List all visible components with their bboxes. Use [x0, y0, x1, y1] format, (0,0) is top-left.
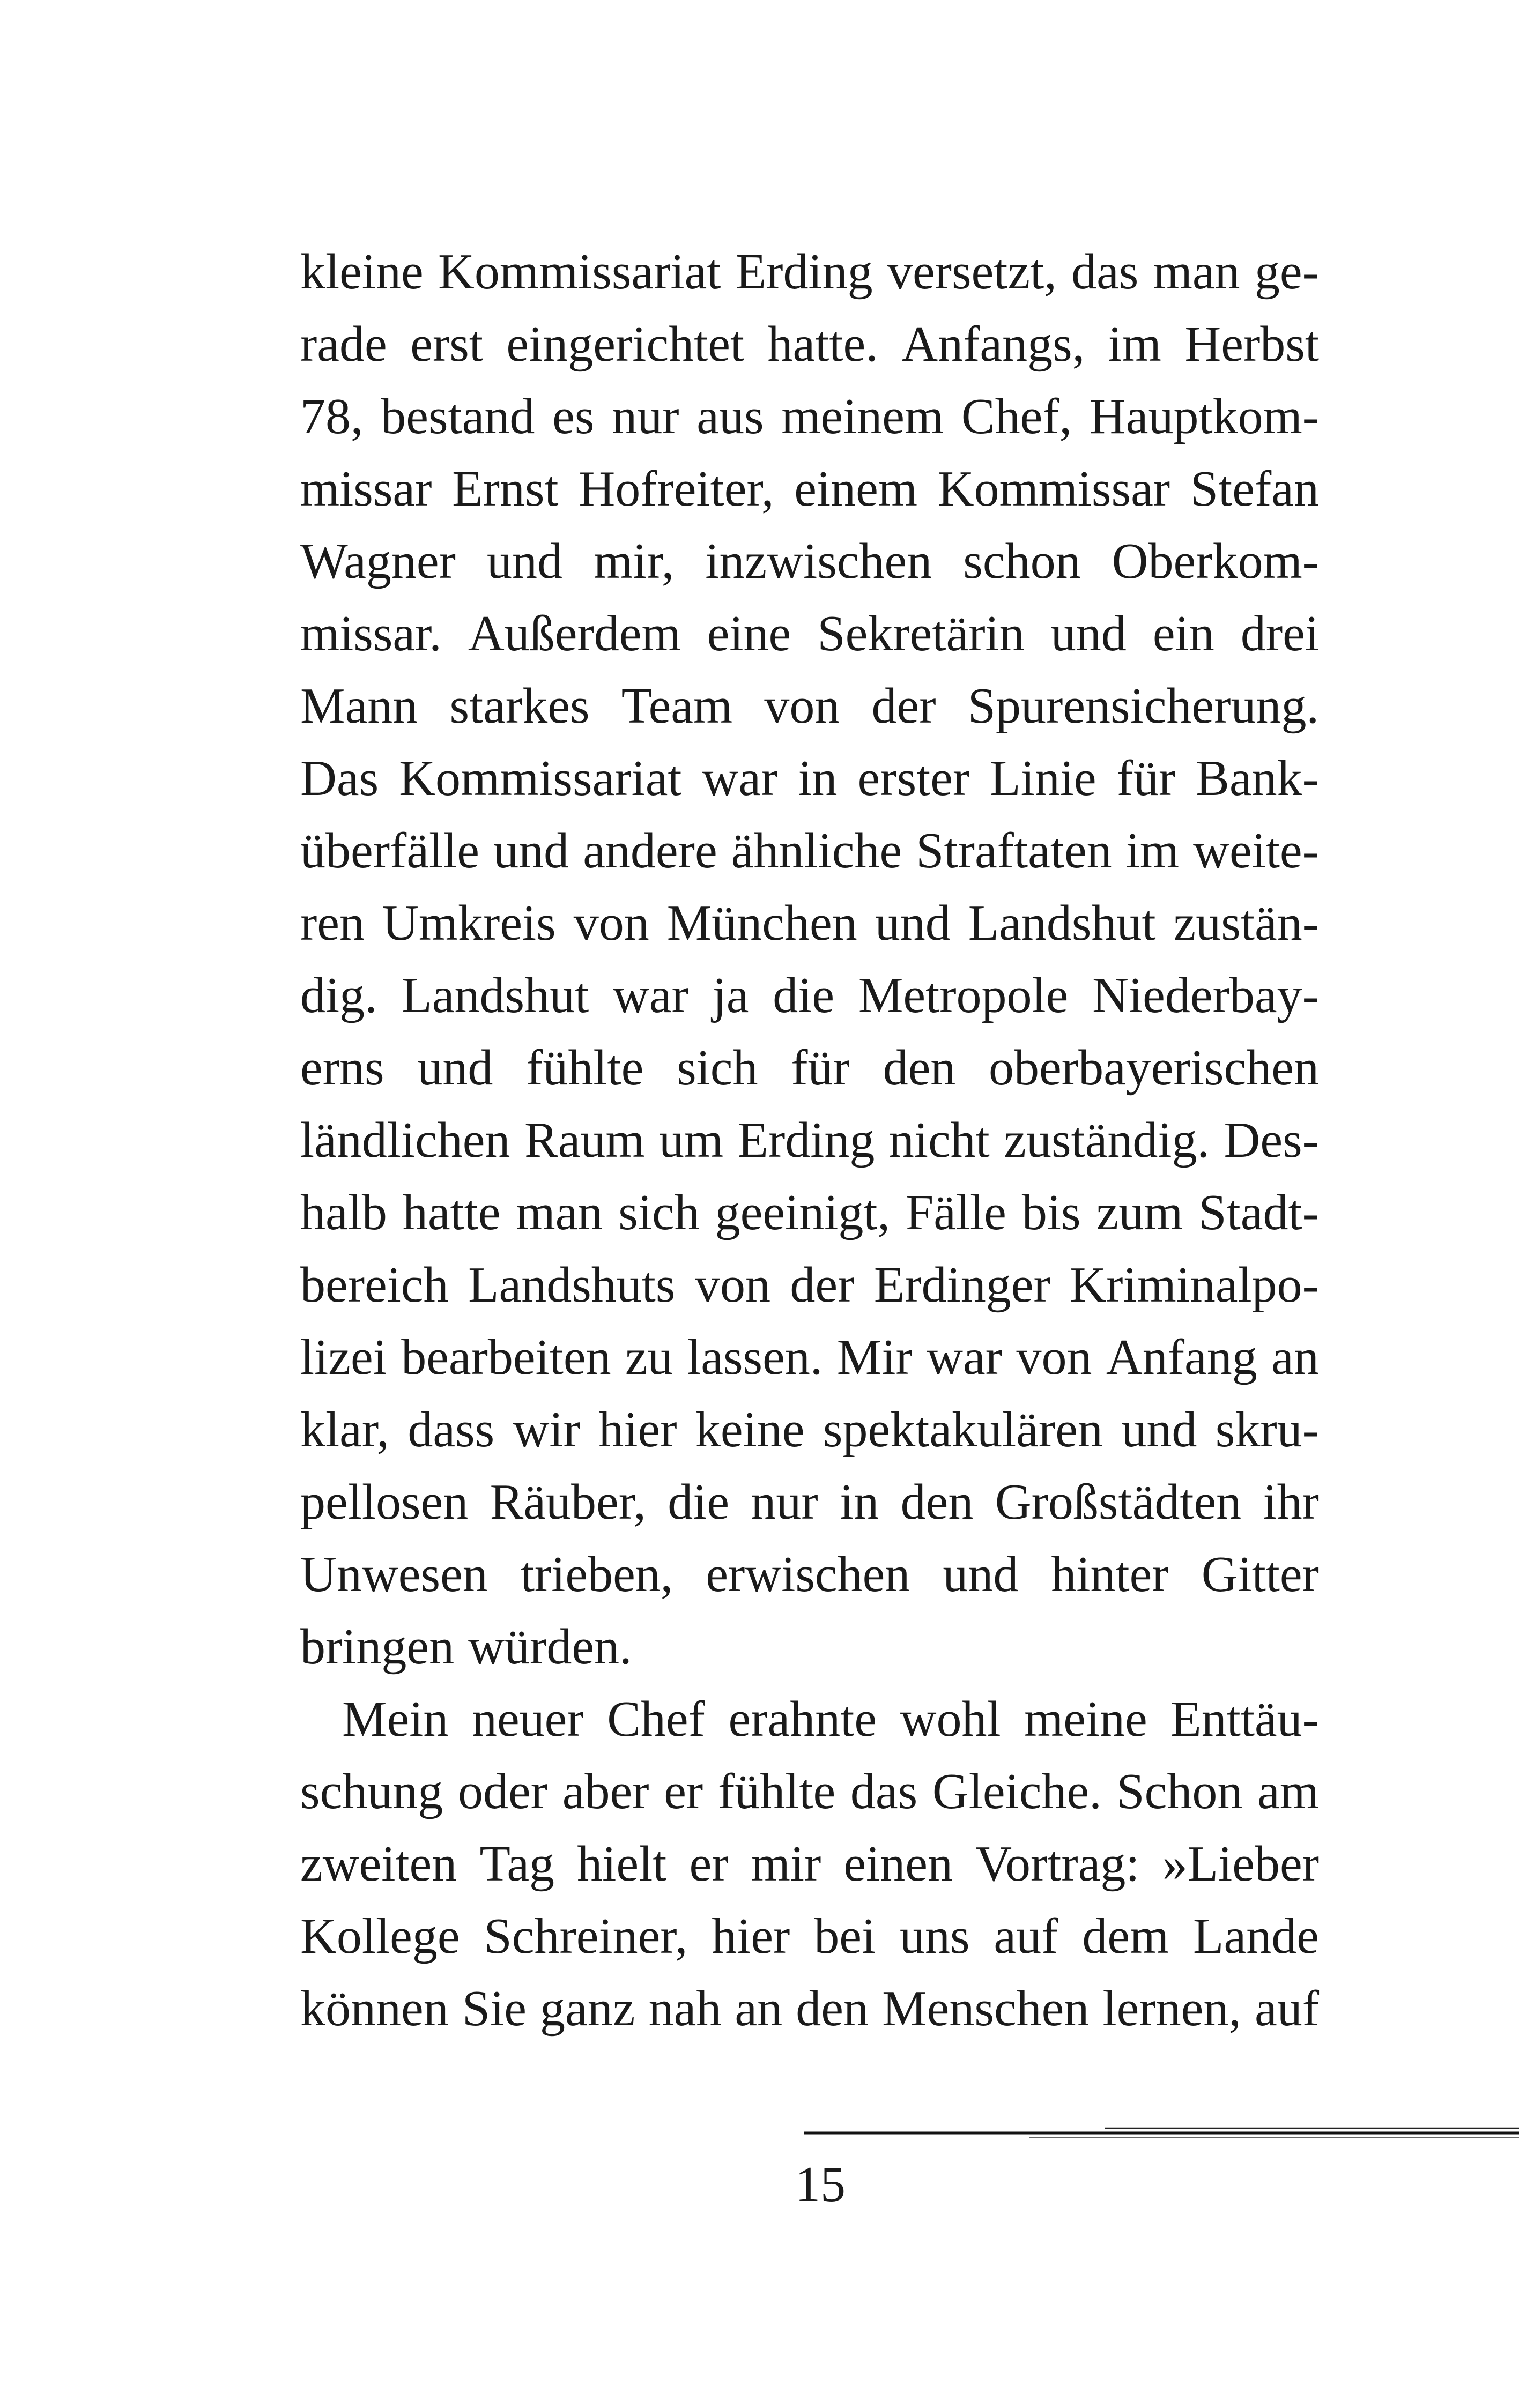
- word: fühlte: [526, 1040, 644, 1096]
- word: zweiten: [300, 1836, 457, 1892]
- word: München: [666, 895, 857, 951]
- word: 78,: [300, 389, 364, 444]
- text-line: [300, 1611, 1319, 1683]
- word: Kommissariat: [399, 750, 682, 806]
- word: von: [764, 678, 840, 734]
- text-line: [300, 598, 1319, 670]
- word: Team: [621, 678, 733, 734]
- word: wir: [513, 1402, 580, 1458]
- word: schon: [963, 533, 1081, 589]
- page-number: 15: [795, 2157, 846, 2212]
- word: Anfang: [1106, 1329, 1257, 1385]
- word: pellosen: [300, 1474, 469, 1530]
- word: an: [735, 1981, 783, 2037]
- word: im: [1108, 316, 1161, 372]
- word: eine: [707, 606, 791, 662]
- text-line: [300, 670, 1319, 742]
- word: »Lieber: [1162, 1836, 1319, 1892]
- word: und: [875, 895, 951, 951]
- text-line: [300, 1177, 1319, 1249]
- word: Linie: [990, 750, 1096, 806]
- word: neuer: [471, 1691, 584, 1747]
- word: inzwischen: [705, 533, 932, 589]
- word: Kollege: [300, 1908, 460, 1964]
- word: kleine: [300, 244, 424, 300]
- word: von: [573, 895, 649, 951]
- word: Mann: [300, 678, 418, 734]
- word: Enttäu-: [1170, 1691, 1319, 1747]
- word: erst: [410, 316, 483, 372]
- word: Gleiche.: [932, 1764, 1102, 1819]
- word: Umkreis: [382, 895, 556, 951]
- word: würden.: [468, 1619, 632, 1675]
- word: Kommissariat: [438, 244, 721, 300]
- word: Schreiner,: [484, 1908, 688, 1964]
- word: Vortrag:: [975, 1836, 1140, 1892]
- word: weite-: [1193, 823, 1319, 879]
- word: oder: [458, 1764, 548, 1819]
- word: war: [927, 1329, 1003, 1385]
- text-line: [300, 1539, 1319, 1611]
- word: Räuber,: [490, 1474, 646, 1530]
- word: Kriminalpo-: [1070, 1257, 1319, 1313]
- word: am: [1257, 1764, 1319, 1819]
- word: uns: [899, 1908, 970, 1964]
- text-line: [300, 453, 1319, 525]
- word: im: [1125, 823, 1179, 879]
- word: einen: [843, 1836, 953, 1892]
- word: die: [668, 1474, 730, 1530]
- word: Anfangs,: [901, 316, 1085, 372]
- word: Schon: [1116, 1764, 1243, 1819]
- word: mir: [751, 1836, 821, 1892]
- word: um: [658, 1112, 724, 1168]
- word: hatte: [402, 1185, 501, 1240]
- word: trieben,: [520, 1547, 673, 1602]
- text-line: [300, 960, 1319, 1032]
- word: wohl: [900, 1691, 1001, 1747]
- word: dig.: [300, 968, 377, 1023]
- word: fühlte: [717, 1764, 836, 1819]
- text-line: [300, 1973, 1319, 2045]
- word: Menschen: [882, 1981, 1090, 2037]
- word: ge-: [1254, 244, 1319, 300]
- word: ganz: [540, 1981, 635, 2037]
- text-line: [300, 1321, 1319, 1394]
- word: nah: [648, 1981, 722, 2037]
- text-line: [300, 1249, 1319, 1321]
- word: Stefan: [1190, 461, 1319, 517]
- word: für: [1116, 750, 1176, 806]
- word: zuständig.: [1004, 1112, 1210, 1168]
- text-line: [300, 308, 1319, 381]
- word: ren: [300, 895, 365, 951]
- word: und: [943, 1547, 1019, 1602]
- word: zum: [1096, 1185, 1183, 1240]
- word: bei: [814, 1908, 876, 1964]
- word: Unwesen: [300, 1547, 488, 1602]
- text-line: [300, 742, 1319, 815]
- word: lernen,: [1102, 1981, 1241, 2037]
- word: den: [900, 1474, 974, 1530]
- word: hier: [598, 1402, 677, 1458]
- body-text: [300, 236, 1319, 2045]
- text-line: [300, 1900, 1319, 1973]
- word: den: [883, 1040, 956, 1096]
- word: Landshut: [401, 968, 589, 1023]
- word: Sie: [462, 1981, 527, 2037]
- word: er: [689, 1836, 729, 1892]
- text-line: [300, 1032, 1319, 1104]
- footer-rule: [804, 2125, 1519, 2141]
- text-line: [300, 1104, 1319, 1177]
- word: Wagner: [300, 533, 456, 589]
- word: skru-: [1215, 1402, 1319, 1458]
- word: Sekretärin: [817, 606, 1025, 662]
- word: Landshuts: [468, 1257, 676, 1313]
- word: halb: [300, 1185, 387, 1240]
- word: rade: [300, 316, 387, 372]
- text-line: [300, 1466, 1319, 1539]
- word: meine: [1024, 1691, 1147, 1747]
- word: nur: [751, 1474, 818, 1530]
- word: missar.: [300, 606, 442, 662]
- word: schung: [300, 1764, 443, 1819]
- word: Herbst: [1184, 316, 1319, 372]
- text-line: [300, 1756, 1319, 1828]
- text-line: [300, 1683, 1319, 1756]
- word: hinter: [1051, 1547, 1169, 1602]
- word: aber: [562, 1764, 649, 1819]
- word: starkes: [449, 678, 590, 734]
- text-line: [300, 815, 1319, 887]
- text-line: [300, 1828, 1319, 1900]
- word: Lande: [1193, 1908, 1319, 1964]
- word: Niederbay-: [1092, 968, 1319, 1023]
- word: Hofreiter,: [579, 461, 774, 517]
- word: überfälle: [300, 823, 480, 879]
- word: geeinigt,: [715, 1185, 890, 1240]
- word: das: [1071, 244, 1139, 300]
- word: man: [516, 1185, 603, 1240]
- word: Erding: [737, 1112, 875, 1168]
- word: auf: [994, 1908, 1058, 1964]
- word: aus: [696, 389, 764, 444]
- word: Erdinger: [873, 1257, 1050, 1313]
- word: Stadt-: [1198, 1185, 1319, 1240]
- word: Großstädten: [995, 1474, 1242, 1530]
- word: der: [790, 1257, 855, 1313]
- text-line: [300, 1394, 1319, 1466]
- word: es: [552, 389, 595, 444]
- word: erns: [300, 1040, 384, 1096]
- word: Oberkom-: [1112, 533, 1319, 589]
- word: Gitter: [1201, 1547, 1319, 1602]
- word: erahnte: [728, 1691, 877, 1747]
- word: hielt: [577, 1836, 667, 1892]
- word: auf: [1254, 1981, 1319, 2037]
- word: Spurensicherung.: [967, 678, 1319, 734]
- word: zustän-: [1173, 895, 1319, 951]
- word: Fälle: [905, 1185, 1006, 1240]
- text-line: [300, 236, 1319, 308]
- word: Außerdem: [468, 606, 681, 662]
- word: und: [417, 1040, 493, 1096]
- word: der: [871, 678, 936, 734]
- word: ihr: [1263, 1474, 1319, 1530]
- word: sich: [618, 1185, 700, 1240]
- word: Tag: [479, 1836, 555, 1892]
- word: versetzt,: [887, 244, 1057, 300]
- word: bearbeiten: [401, 1329, 611, 1385]
- word: können: [300, 1981, 449, 2037]
- word: Chef,: [961, 389, 1072, 444]
- word: keine: [695, 1402, 805, 1458]
- word: Bank-: [1196, 750, 1319, 806]
- word: klar,: [300, 1402, 389, 1458]
- word: für: [791, 1040, 850, 1096]
- word: hier: [712, 1908, 790, 1964]
- word: lassen.: [687, 1329, 823, 1385]
- word: das: [850, 1764, 918, 1819]
- word: missar: [300, 461, 432, 517]
- text-line: [300, 525, 1319, 598]
- word: sich: [677, 1040, 758, 1096]
- word: er: [664, 1764, 703, 1819]
- word: Erding: [735, 244, 873, 300]
- word: bereich: [300, 1257, 449, 1313]
- word: und: [1121, 1402, 1197, 1458]
- word: die: [773, 968, 835, 1023]
- word: nur: [612, 389, 679, 444]
- word: ländlichen: [300, 1112, 510, 1168]
- word: ein: [1152, 606, 1214, 662]
- word: von: [694, 1257, 770, 1313]
- word: Des-: [1224, 1112, 1319, 1168]
- word: in: [840, 1474, 879, 1530]
- word: Straftaten: [916, 823, 1112, 879]
- word: erster: [857, 750, 970, 806]
- word: ja: [712, 968, 749, 1023]
- word: bis: [1021, 1185, 1081, 1240]
- word: andere: [583, 823, 717, 879]
- word: nicht: [888, 1112, 990, 1168]
- text-line: [300, 381, 1319, 453]
- word: eingerichtet: [506, 316, 745, 372]
- word: Mir: [836, 1329, 913, 1385]
- word: meinem: [781, 389, 944, 444]
- word: in: [798, 750, 838, 806]
- word: an: [1271, 1329, 1319, 1385]
- word: war: [702, 750, 778, 806]
- word: man: [1153, 244, 1240, 300]
- word: hatte.: [767, 316, 878, 372]
- text-line: [300, 887, 1319, 960]
- word: Ernst: [452, 461, 559, 517]
- word: Metropole: [858, 968, 1069, 1023]
- word: Mein: [342, 1691, 449, 1747]
- word: dem: [1082, 1908, 1169, 1964]
- word: und: [1050, 606, 1127, 662]
- word: bringen: [300, 1619, 455, 1675]
- word: mir,: [594, 533, 675, 589]
- word: Kommissar: [937, 461, 1170, 517]
- word: Hauptkom-: [1089, 389, 1319, 444]
- word: oberbayerischen: [989, 1040, 1319, 1096]
- word: Landshut: [968, 895, 1156, 951]
- word: bestand: [381, 389, 535, 444]
- word: spektakulären: [823, 1402, 1103, 1458]
- word: lizei: [300, 1329, 387, 1385]
- word: einem: [794, 461, 917, 517]
- word: von: [1016, 1329, 1092, 1385]
- word: und: [487, 533, 562, 589]
- word: den: [796, 1981, 869, 2037]
- word: ähnliche: [731, 823, 902, 879]
- word: zu: [625, 1329, 673, 1385]
- word: und: [493, 823, 569, 879]
- word: war: [612, 968, 688, 1023]
- word: Raum: [524, 1112, 645, 1168]
- word: erwischen: [706, 1547, 910, 1602]
- word: Das: [300, 750, 379, 806]
- word: dass: [407, 1402, 495, 1458]
- word: drei: [1240, 606, 1319, 662]
- word: Chef: [607, 1691, 705, 1747]
